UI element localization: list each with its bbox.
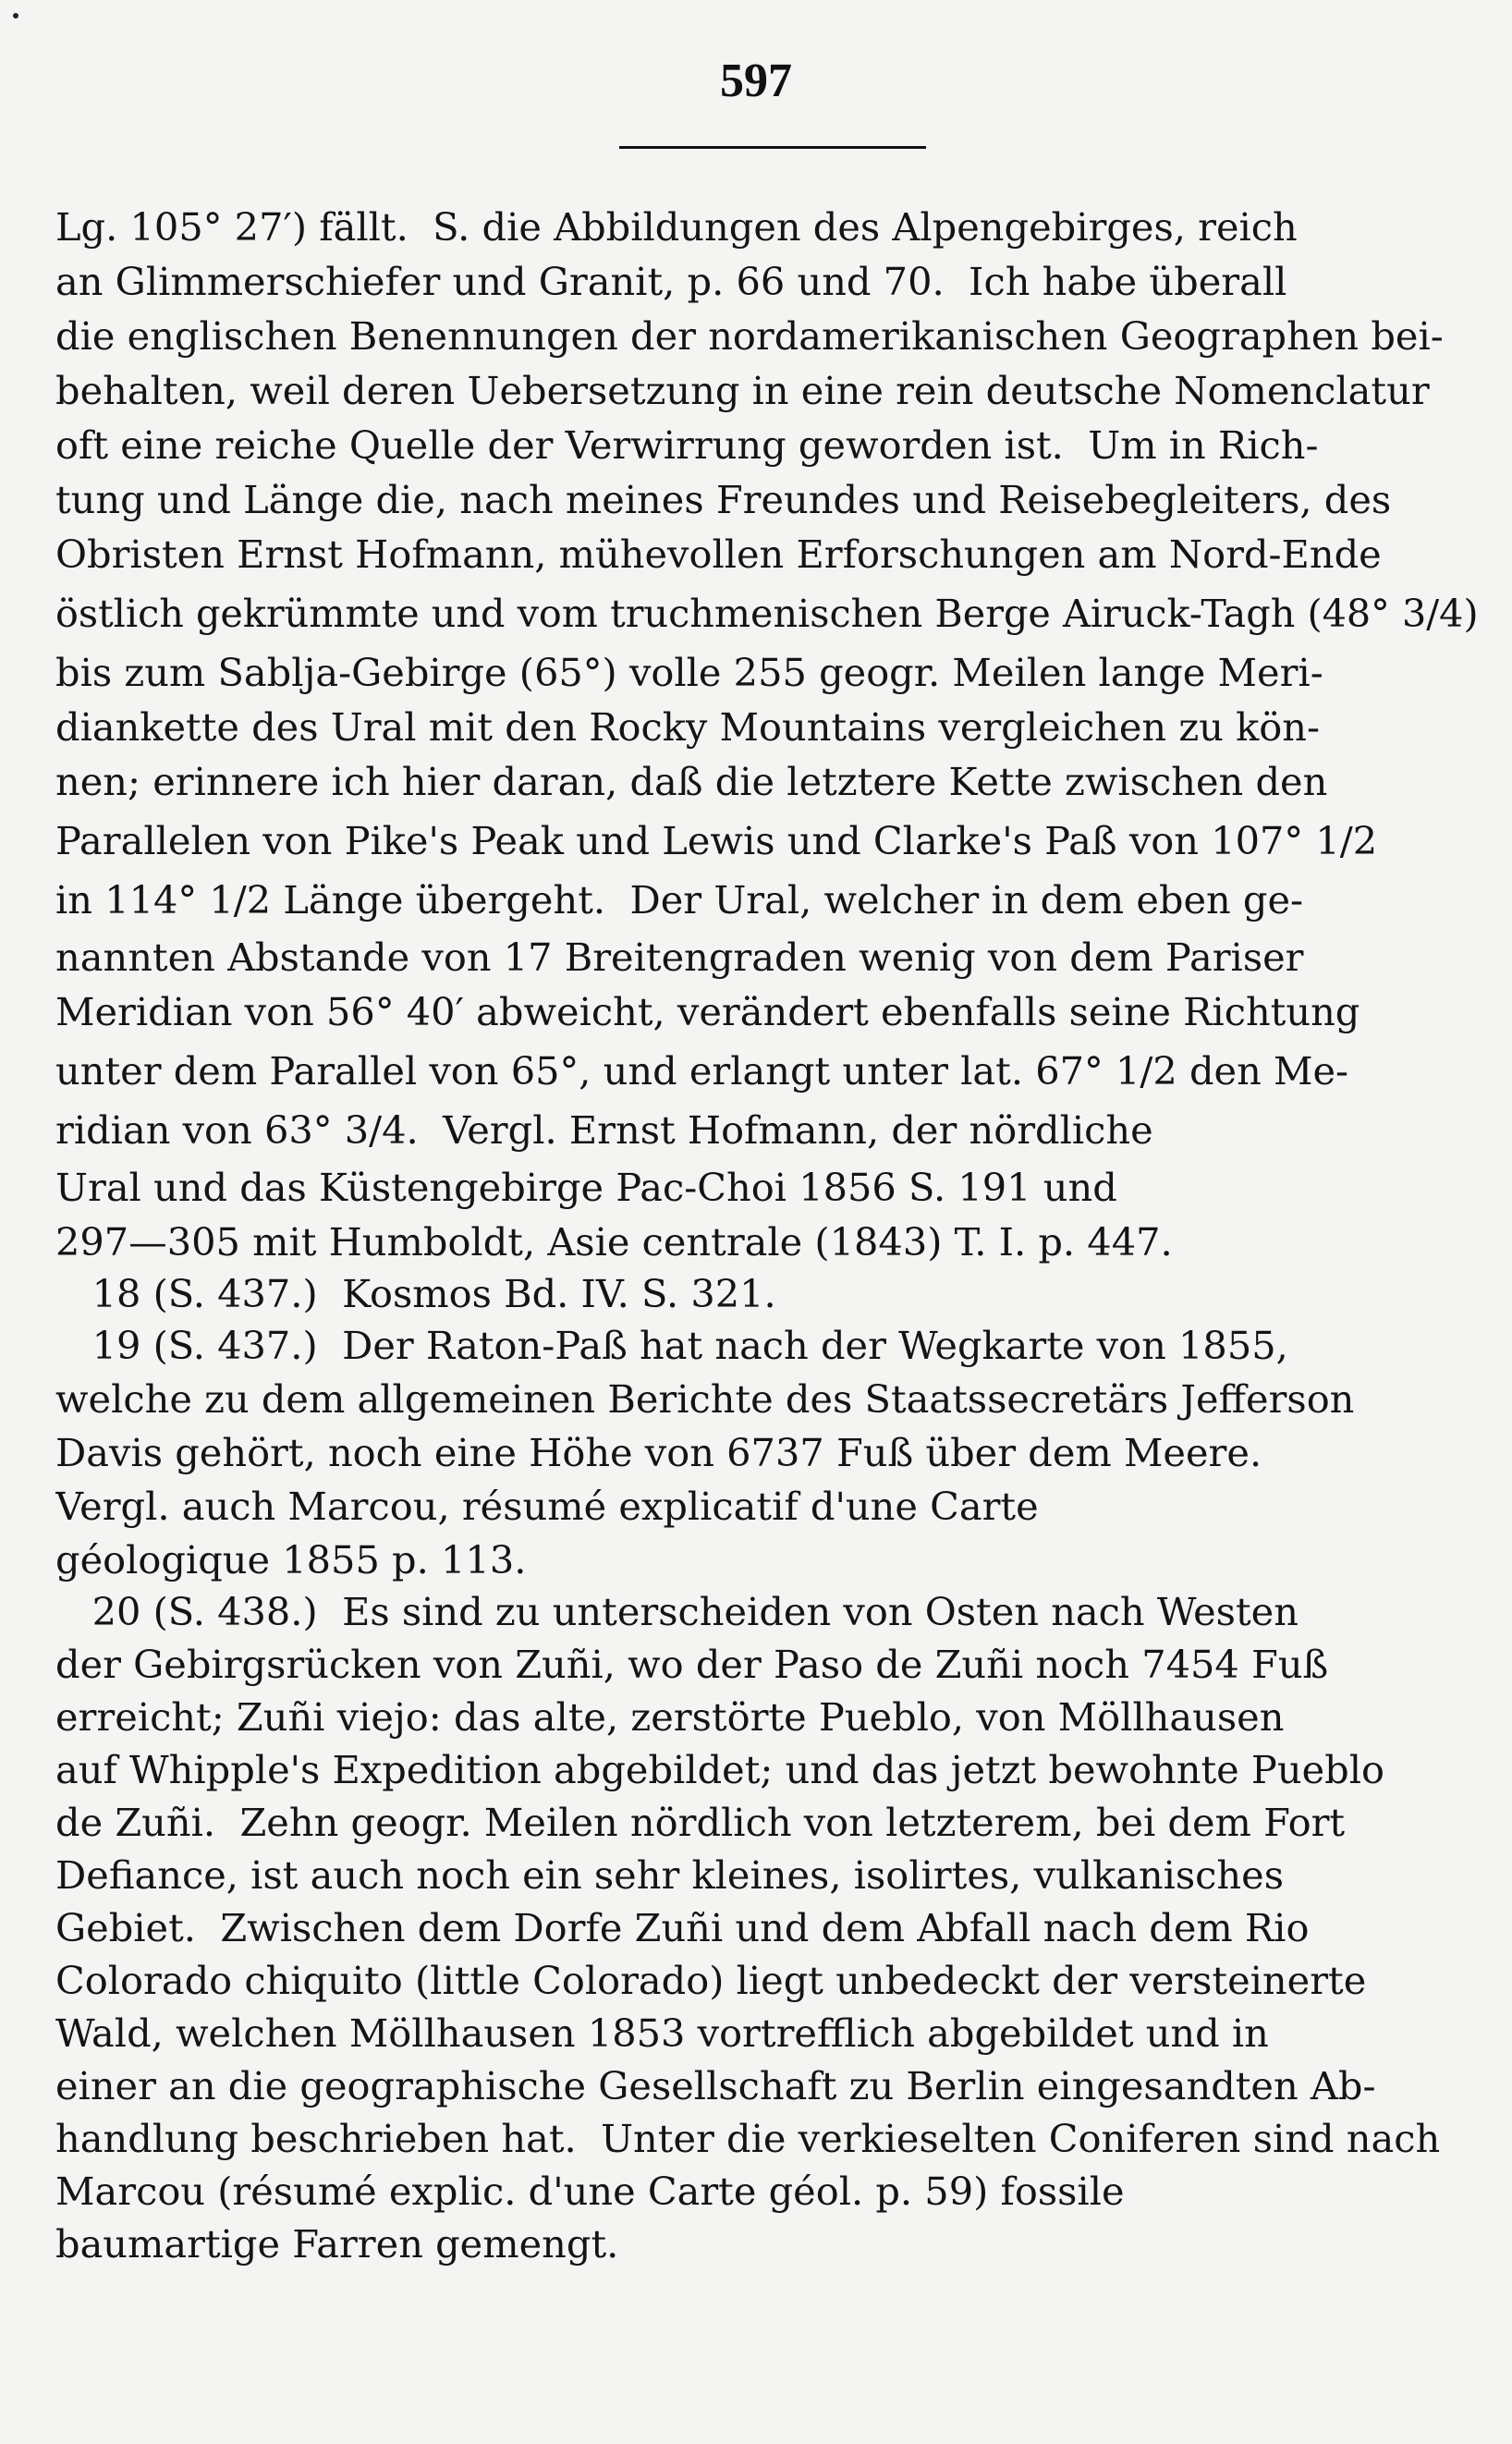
text-line: einer an die geographische Gesellschaft zu Berlin eingesandten Ab-: [55, 2063, 1376, 2108]
text-line: auf Whipple's Expedition abgebildet; und das jetzt bewohnte Pueblo: [55, 1747, 1384, 1792]
text-line: Parallelen von Pike's Peak und Lewis und Clarke's Paß von 107° 1/2: [55, 818, 1378, 863]
text-line: östlich gekrümmte und vom truchmenischen Berge Airuck-Tagh (48° 3/4): [55, 591, 1479, 636]
text-line: diankette des Ural mit den Rocky Mountains vergleichen zu kön-: [55, 704, 1321, 750]
text-line: Defiance, ist auch noch ein sehr kleines, isolirtes, vulkanisches: [55, 1852, 1285, 1898]
text-line: Wald, welchen Möllhausen 1853 vortrefflich abgebildet und in: [55, 2010, 1269, 2056]
corner-mark: [13, 13, 18, 18]
text-line: bis zum Sablja-Gebirge (65°) volle 255 geogr. Meilen lange Meri-: [55, 650, 1323, 695]
text-line: welche zu dem allgemeinen Berichte des Staatssecretärs Jefferson: [55, 1376, 1355, 1422]
text-line: in 114° 1/2 Länge übergeht. Der Ural, welcher in dem eben ge-: [55, 877, 1304, 923]
text-line: Colorado chiquito (little Colorado) liegt unbedeckt der versteinerte: [55, 1958, 1367, 2003]
text-line: ridian von 63° 3/4. Vergl. Ernst Hofmann, der nördliche: [55, 1107, 1153, 1153]
text-line: Lg. 105° 27′) fällt. S. die Abbildungen des Alpengebirges, reich: [55, 204, 1298, 250]
text-line: de Zuñi. Zehn geogr. Meilen nördlich von letzterem, bei dem Fort: [55, 1800, 1346, 1845]
text-line: Davis gehört, noch eine Höhe von 6737 Fuß über dem Meere.: [55, 1430, 1262, 1475]
text-line: unter dem Parallel von 65°, und erlangt unter lat. 67° 1/2 den Me-: [55, 1048, 1349, 1094]
text-line: géologique 1855 p. 113.: [55, 1537, 527, 1582]
footnote-line: 19 (S. 437.) Der Raton-Paß hat nach der Wegkarte von 1855,: [55, 1323, 1288, 1368]
text-line: Meridian von 56° 40′ abweicht, verändert ebenfalls seine Richtung: [55, 989, 1360, 1034]
text-line: Gebiet. Zwischen dem Dorfe Zuñi und dem Abfall nach dem Rio: [55, 1905, 1310, 1950]
page-number: 597: [720, 55, 792, 107]
text-line: nannten Abstande von 17 Breitengraden wenig von dem Pariser: [55, 935, 1304, 980]
text-line: Marcou (résumé explic. d'une Carte géol. p. 59) fossile: [55, 2169, 1125, 2214]
text-line: die englischen Benennungen der nordamerikanischen Geographen bei-: [55, 313, 1444, 359]
text-line: Ural und das Küstengebirge Pac-Choi 1856 S. 191 und: [55, 1165, 1117, 1210]
text-line: behalten, weil deren Uebersetzung in eine rein deutsche Nomenclatur: [55, 368, 1430, 413]
text-line: der Gebirgsrücken von Zuñi, wo der Paso de Zuñi noch 7454 Fuß: [55, 1642, 1329, 1687]
text-line: an Glimmerschiefer und Granit, p. 66 und 70. Ich habe überall: [55, 259, 1287, 304]
text-line: nen; erinnere ich hier daran, daß die letztere Kette zwischen den: [55, 759, 1328, 804]
header-rule: [619, 146, 926, 149]
text-line: oft eine reiche Quelle der Verwirrung geworden ist. Um in Rich-: [55, 422, 1319, 468]
footnote-line: 20 (S. 438.) Es sind zu unterscheiden von Osten nach Westen: [55, 1589, 1299, 1634]
text-line: Obristen Ernst Hofmann, mühevollen Erforschungen am Nord-Ende: [55, 532, 1382, 577]
text-line: baumartige Farren gemengt.: [55, 2221, 619, 2267]
footnote-line: 18 (S. 437.) Kosmos Bd. IV. S. 321.: [55, 1271, 776, 1316]
text-line: tung und Länge die, nach meines Freundes und Reisebegleiters, des: [55, 477, 1392, 522]
text-line: handlung beschrieben hat. Unter die verkieselten Coniferen sind nach: [55, 2116, 1441, 2161]
text-line: erreicht; Zuñi viejo: das alte, zerstörte Pueblo, von Möllhausen: [55, 1694, 1285, 1740]
text-line: Vergl. auch Marcou, résumé explicatif d'une Carte: [55, 1484, 1039, 1529]
text-line: 297—305 mit Humboldt, Asie centrale (1843) T. I. p. 447.: [55, 1219, 1173, 1265]
